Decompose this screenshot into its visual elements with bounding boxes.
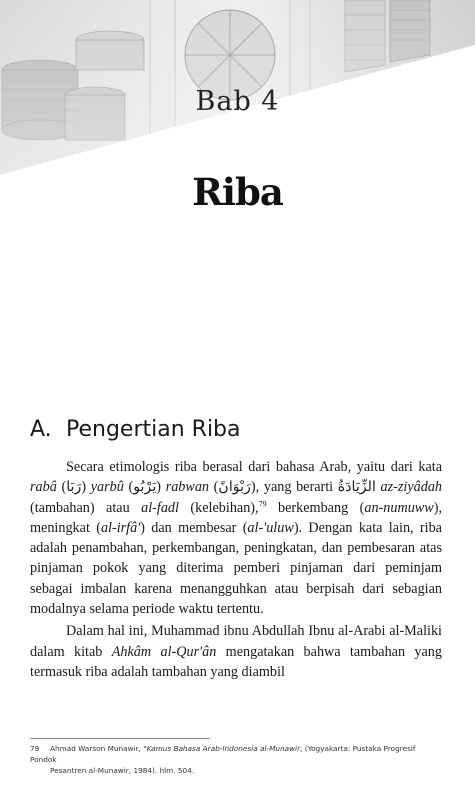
term-italic: yarbû <box>90 479 124 496</box>
section-title: Pengertian Riba <box>66 417 241 442</box>
section-heading <box>30 417 241 442</box>
footnote-number: 79 <box>30 744 40 753</box>
paragraph <box>30 457 442 619</box>
term-italic: rabâ <box>30 479 57 496</box>
section-number: A. <box>30 417 52 442</box>
text-run: (يَرْبُو) <box>123 479 166 496</box>
footnote <box>30 743 442 776</box>
footnote-text: , (Yogyakarta: Pustaka Progresif Pondok <box>30 744 416 764</box>
footnote-book-title: Kamus Bahasa Arab-Indonesia al-Munawir <box>146 744 301 753</box>
text-run: (رَبْوَانً), yang berarti <box>209 479 338 496</box>
text-run: (kelebihan), <box>178 499 259 516</box>
text-run: mengatakan bahwa tambahan yang termasuk riba adalah tambahan yang diambil <box>30 643 442 680</box>
footnote-divider <box>30 738 210 739</box>
text-run: Dalam hal ini, Muhammad ibnu Abdullah Ibnu al-Arabi al-Maliki dalam kitab <box>30 623 442 660</box>
paragraph <box>30 621 442 682</box>
book-title-italic: Ahkâm al-Qur'ân <box>111 643 217 660</box>
text-run: ). Dengan kata lain, riba adalah penambahan, perkembangan, peningkatan, dan pembesaran atas pinjaman pokok yang diterima pemberi pinjaman dari peminjam sebagai imbalan karena menangguhkan atau berpisah dari sebagian modalnya selama periode waktu tertentu. <box>30 519 442 618</box>
footnote-reference[interactable]: 79 <box>258 498 267 508</box>
text-run: ) dan membesar ( <box>140 519 248 536</box>
footnote-text: Pesantren al-Munawir, 1984). hlm. 504. <box>50 766 195 775</box>
term-italic: rabwan <box>165 479 210 496</box>
body-text <box>30 457 442 682</box>
term-italic: al-'uluw <box>247 519 294 536</box>
text-run: (رَبَا) <box>56 479 91 496</box>
text-run: Secara etimologis riba berasal dari bahasa Arab, yaitu dari kata <box>66 459 442 475</box>
text-run: (tambahan) atau <box>30 499 142 516</box>
text-run: ), meningkat ( <box>30 499 442 536</box>
chapter-title: Riba <box>192 170 283 214</box>
footnote-text: Ahmad Warson Munawir, " <box>50 744 147 753</box>
term-italic: al-fadl <box>141 499 179 516</box>
chapter-number-label: Bab 4 <box>195 86 280 117</box>
term-italic: az-ziyâdah <box>380 479 443 496</box>
text-run: berkembang ( <box>266 499 365 516</box>
term-italic: an-numuww <box>364 499 434 516</box>
term-italic: al-irfâ' <box>100 519 141 536</box>
arabic-term: الزِّيَادَةُ <box>337 479 376 496</box>
